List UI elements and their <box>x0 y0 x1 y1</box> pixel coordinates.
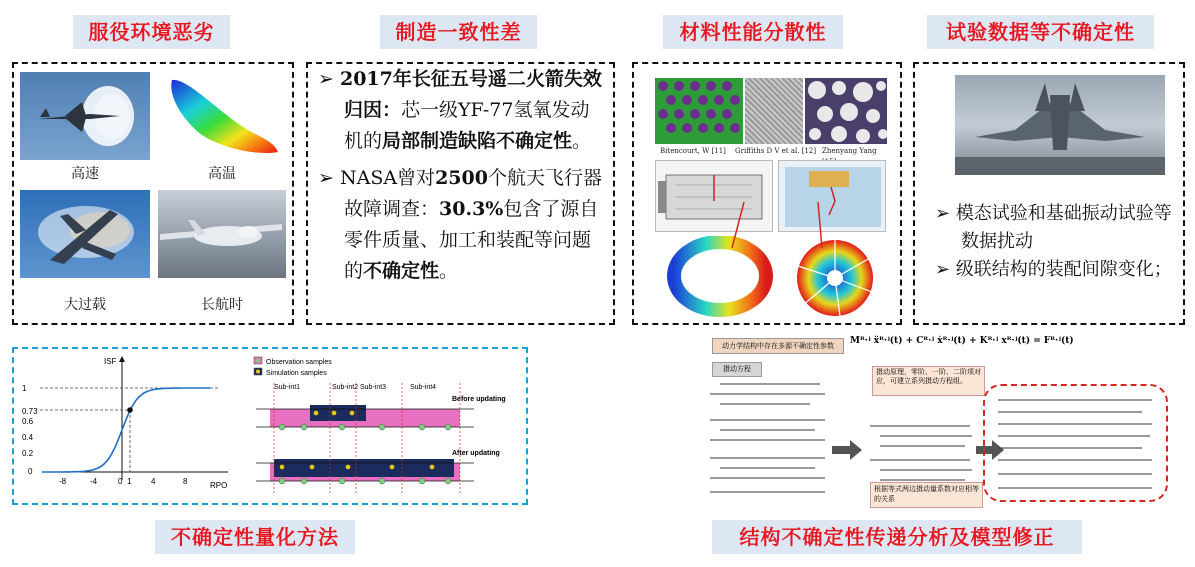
propagation-equation-top: Mᴿ·ʲ ẍᴿ·ʲ(t) + Cᴿ·ʲ ẋᴿ·ʲ(t) + Kᴿ·ʲ xᴿ·ʲ(t) = Fᴿ·ʲ(t) <box>850 336 1074 346</box>
samples-figure <box>252 355 522 501</box>
isf-xtick-m4: -4 <box>90 477 98 486</box>
isf-xlabel: RPO <box>210 481 228 490</box>
interval-label-3: Sub-int3 <box>360 384 387 391</box>
isf-xtick-4: 4 <box>151 477 156 486</box>
legend-observation-label: Observation samples <box>266 359 332 366</box>
isf-ylabel: ISF <box>104 357 117 366</box>
coefficient-note-box: 根据等式两边摄动量系数对应相等的关系 <box>870 482 983 508</box>
isf-xtick-8: 8 <box>183 477 188 486</box>
title-material-dispersion: 材料性能分散性 <box>663 15 843 49</box>
image-high-temperature-contour <box>158 72 286 160</box>
material-ref-3: Zhenyang Yang <box>822 147 877 155</box>
manufacturing-bullet-2: ➢ NASA曾对2500个航天飞行器故障调查：30.3%包含了源自零件质量、加工和装配等问题的不确定性。 <box>318 167 602 282</box>
before-updating-label: Before updating <box>452 396 506 403</box>
isf-xtick-1: 1 <box>127 477 132 486</box>
isf-sigmoid-curve <box>42 388 210 472</box>
isf-ytick-0.73: 0.73 <box>22 407 38 416</box>
isf-ytick-0: 0 <box>28 467 33 476</box>
isf-marker-point <box>127 407 133 413</box>
title-service-environment: 服役环境恶劣 <box>73 15 230 49</box>
principle-note-box: 摄动原理，零阶、一阶、二阶项对应，可建立系列摄动方程组。 <box>872 366 985 396</box>
caption-high-speed: 高速 <box>71 166 99 182</box>
caption-high-temperature: 高温 <box>208 166 236 182</box>
perturbation-label-box: 摄动方程 <box>712 362 762 377</box>
result-equations <box>992 392 1162 496</box>
test-data-bullet-list <box>935 200 1180 284</box>
after-updating-label: After updating <box>452 450 500 457</box>
propagation-figure <box>700 332 1190 512</box>
image-long-endurance-drone <box>158 190 286 278</box>
isf-xtick-m8: -8 <box>59 477 67 486</box>
arrow-right-1 <box>832 440 862 460</box>
image-carrier-jet <box>955 75 1165 175</box>
legend-simulation-label: Simulation samples <box>266 370 327 377</box>
manufacturing-bullet-list <box>318 64 608 287</box>
caption-long-endurance: 长航时 <box>201 297 243 313</box>
image-high-speed-jet <box>20 72 150 160</box>
title-propagation-and-updating: 结构不确定性传递分析及模型修正 <box>712 520 1082 554</box>
isf-ytick-0.2: 0.2 <box>22 449 34 458</box>
material-ref-2: Griffiths D V et al. [12] <box>735 147 817 155</box>
image-overload-jet <box>20 190 150 278</box>
after-simulation-band <box>274 459 454 477</box>
isf-xtick-0: 0 <box>118 477 123 486</box>
test-data-bullet-2: ➢ 级联结构的装配间隙变化； <box>935 259 1172 280</box>
caption-overload: 大过载 <box>64 297 106 313</box>
material-pointer-lines <box>632 62 902 325</box>
title-quantification-method: 不确定性量化方法 <box>155 520 355 554</box>
title-test-data-uncertainty: 试验数据等不确定性 <box>927 15 1154 49</box>
interval-label-4: Sub-int4 <box>410 384 437 391</box>
propagation-header-box: 动力学结构中存在多源不确定性参数 <box>712 338 844 354</box>
isf-ytick-1: 1 <box>22 384 27 393</box>
isf-ytick-0.4: 0.4 <box>22 433 34 442</box>
isf-chart <box>18 352 240 502</box>
test-data-bullet-1: ➢ 模态试验和基础振动试验等数据扰动 <box>935 203 1172 252</box>
title-manufacturing-consistency: 制造一致性差 <box>380 15 537 49</box>
manufacturing-bullet-1: ➢ 2017年长征五号遥二火箭失效归因：芯一级YF-77氢氧发动机的局部制造缺陷不确定性。 <box>318 68 602 152</box>
material-ref-1: Bitencourt, W [11] <box>660 147 726 155</box>
interval-label-2: Sub-int2 <box>332 384 359 391</box>
interval-label-1: Sub-int1 <box>274 384 301 391</box>
isf-ytick-0.6: 0.6 <box>22 417 34 426</box>
